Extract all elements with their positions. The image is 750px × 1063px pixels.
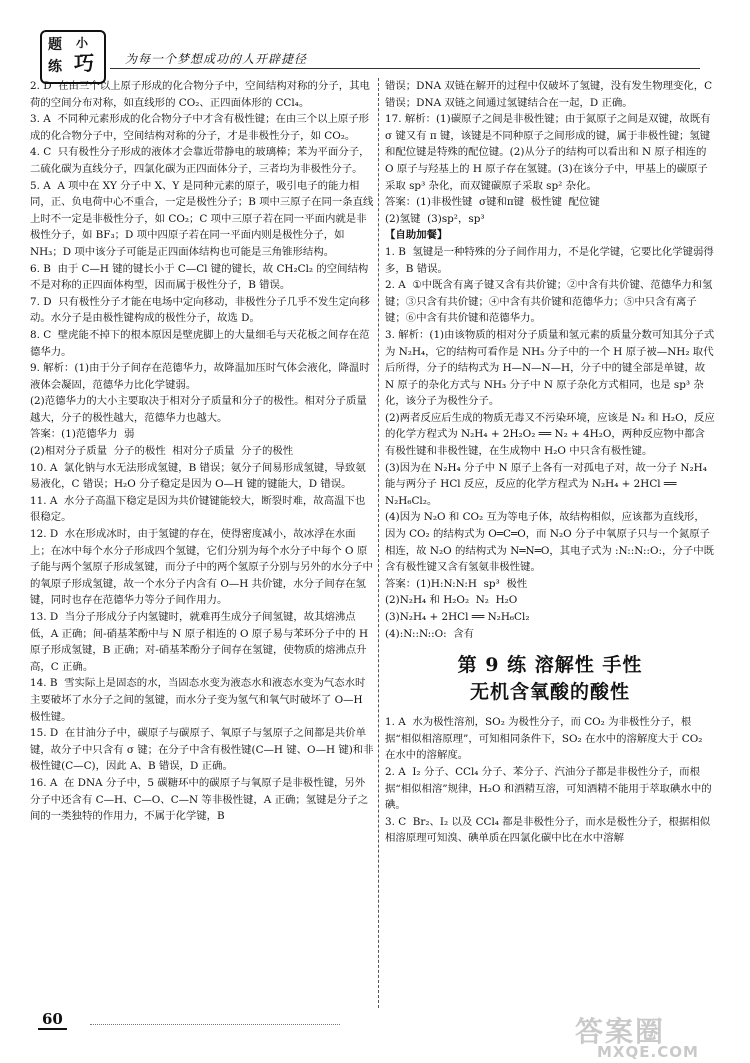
answer-item: 2. D 在由三个以上原子形成的化合物分子中，空间结构对称的分子，其电荷的空间分布对称，如直线形的 CO₂、正四面体形的 CCl₄。 [30, 80, 370, 109]
answer-line: (3)N₂H₄ + 2HCl ══ N₂H₆Cl₂ [385, 611, 530, 623]
left-column [30, 78, 375, 825]
section-title: 第 9 练 溶解性 手性 [457, 654, 643, 677]
answer-line: 答案：(1)范德华力 弱 [30, 428, 135, 441]
answer-item: 6. B 由于 C—H 键的键长小于 C—Cl 键的键长，故 CH₂Cl₂ 的空间结构不是对称的正四面体构型，因而属于极性分子，B 错误。 [30, 262, 369, 292]
answer-line: 答案：(1)非极性键 σ键和π键 极性键 配位键 [385, 196, 600, 209]
answer-item: 4. C 只有极性分子形成的液体才会靠近带静电的玻璃棒；苯为平面分子，二硫化碳为直线分子，四氯化碳为正四面体分子，三者均为非极性分子。 [30, 146, 370, 175]
answer-item: 15. D 在甘油分子中，碳原子与碳原子、氧原子与氢原子之间都是共价单键，故分子中只含有 σ 键；在分子中含有极性键(C—H 键、O—H 键)和非极性键(C—C)，因此 A、B 错误，D 正确。 [30, 727, 374, 773]
answer-line: 答案：(1)H:N:N:H sp³ 极性 [385, 577, 528, 590]
answer-item: 12. D 水在形成冰时，由于氢键的存在，使得密度减小，故冰浮在水面上；在冰中每个水分子形成四个氢键，它们分别为每个水分子中每个 O 原子能与两个氢原子形成氢键，而分子中的两个氢原子分别与另外的水分子中的氧原子形成氢键，故一个水分子内含有 O—H 共价键，水分子间存在氢键，同时也存在范德华力等分子间作用力。 [30, 528, 373, 607]
answer-item: (3)因为在 N₂H₄ 分子中 N 原子上各有一对孤电子对，故一分子 N₂H₄ 能与两分子 HCl 反应，反应的化学方程式为 N₂H₄ + 2HCl ══ N₂H₆Cl₂。 [385, 461, 711, 507]
answer-item: 3. A 不同种元素形成的化合物分子中才含有极性键；在由三个以上原子形成的化合物分子中，空间结构对称的分子，才是非极性分子，如 CO₂。 [30, 113, 370, 142]
logo-char: 题 [48, 37, 62, 53]
logo [40, 30, 106, 84]
logo-char: 小 [76, 36, 89, 50]
right-column [385, 78, 715, 847]
page-header [0, 0, 750, 80]
page-number: 60 [38, 1010, 67, 1030]
section-label: 【自助加餐】 [385, 229, 448, 242]
footer-decoration [90, 1024, 340, 1025]
answer-item: 5. A A 项中在 XY 分子中 X、Y 是同种元素的原子，吸引电子的能力相同，正、负电荷中心不重合，一定是极性分子；B 项中三原子在同一条直线上时不一定是非极性分子，如 CO₂；C 项中三原子若在同一平面内就是非极性分子，如 BF₃；D 项中四原子若在同一平面内则是极性分子，如 NH₃；D 项中该分子可能是正四面体结构也可能是三角锥形结构。 [30, 179, 374, 258]
answer-line: (4):N::N::O: 含有 [385, 627, 475, 640]
answer-item: 17. 解析：(1)碳原子之间是非极性键；由于氮原子之间是双键，故既有 σ 键又有 π 键，该键是不同种原子之间形成的键，属于非极性键；氢键和配位键是特殊的配位键。(2)从分子的结构可以看出和 N 原子相连的 O 原子与羟基上的 H 原子存在氢键。(3)在该分子中，甲基上的碳原子采取 sp³ 杂化，而双键碳原子采取 sp² 杂化。 [385, 113, 714, 192]
answer-item: 3. 解析：(1)由该物质的相对分子质量和氢元素的质量分数可知其分子式为 N₂H₄，它的结构可看作是 NH₃ 分子中的一个 H 原子被—NH₂ 取代后所得，分子的结构式为 H—N—N—H，分子中的键全部是单键，故 N 原子的杂化方式与 NH₃ 分子中 N 原子杂化方式相同，也是 sp³ 杂化，该分子为极性分子。 [385, 328, 715, 408]
answer-item: 1. B 氢键是一种特殊的分子间作用力，不是化学键，它要比化学键弱得多，B 错误。 [385, 245, 714, 275]
answer-item: 2. A ①中既含有离子键又含有共价键；②中含有共价键、范德华力和氢键；③只含有共价键；④中含有共价键和范德华力；⑤中只含有离子键；⑥中含有共价键和范德华力。 [385, 279, 713, 325]
answer-item: 16. A 在 DNA 分子中，5 碳糖环中的碳原子与氧原子是非极性键，另外分子中还含有 C—H、C—O、C—N 等非极性键，A 正确；氢键是分子之间的一类独特的作用力，不属于化学键，B [30, 776, 369, 823]
answer-item: 2. A I₂ 分子、CCl₄ 分子、苯分子、汽油分子都是非极性分子，而根据“相似相溶”规律，H₂O 和酒精互溶，可知酒精不能用于萃取碘水中的碘。 [385, 765, 712, 812]
answer-item: 8. C 壁虎能不掉下的根本原因是壁虎脚上的大量细毛与天花板之间存在范德华力。 [30, 328, 370, 358]
section-subtitle: 无机含氧酸的酸性 [469, 681, 630, 704]
motto: 为每一个梦想成功的人开辟捷径 [125, 52, 308, 66]
answer-item: 11. A 水分子高温下稳定是因为共价键键能较大，断裂时难，故高温下也很稳定。 [30, 494, 366, 524]
logo-char: 巧 [74, 51, 94, 75]
header-rule [110, 68, 700, 69]
watermark-text: 答案圈 [575, 1015, 666, 1048]
answer-item: 13. D 当分子形成分子内氢键时，就难再生成分子间氢键，故其熔沸点低，A 正确；间-硝基苯酚中与 N 原子相连的 O 原子易与苯环分子中的 H 原子形成氢键，B 正确；对-硝基苯酚分子间存在氢键，使物质的熔沸点升高，C 正确。 [30, 611, 372, 673]
watermark [575, 1010, 745, 1063]
answer-item: (4)因为 N₂O 和 CO₂ 互为等电子体，故结构相似，应该都为直线形，因为 CO₂ 的结构式为 O═C═O，而 N₂O 分子中氧原子只与一个氮原子相连，故 N₂O 的结构式为 N═N═O，其电子式为 :N::N::O:，分子中既含有极性键又含有氢氨非极性键。 [385, 511, 714, 574]
answer-item: 错误；DNA 双链在解开的过程中仅破坏了氢键，没有发生物理变化，C 错误；DNA 双链之间通过氢键结合在一起，D 正确。 [385, 80, 716, 109]
answer-line: (2)氢键 (3)sp²，sp³ [385, 212, 485, 225]
column-divider [378, 78, 379, 1008]
answer-item: 7. D 只有极性分子才能在电场中定向移动，非极性分子几乎不发生定向移动。水分子是由极性键构成的极性分子，故选 D。 [30, 295, 370, 325]
answer-item: (2)范德华力的大小主要取决于相对分子质量和分子的极性。相对分子质量越大，分子的极性越大，范德华力也越大。 [30, 395, 367, 424]
answer-item: 3. C Br₂、I₂ 以及 CCl₄ 都是非极性分子，而水是极性分子，根据相似相溶原理可知溴、碘单质在四氯化碳中比在水中溶解 [385, 815, 711, 845]
answer-item: 9. 解析：(1)由于分子间存在范德华力，故降温加压时气体会液化，降温时液体会凝固，范德华力比化学键弱。 [30, 362, 370, 391]
answer-item: 1. A 水为极性溶剂，SO₂ 为极性分子，而 CO₂ 为非极性分子，根据“相似相溶原理”，可知相同条件下，SO₂ 在水中的溶解度大于 CO₂ 在水中的溶解度。 [385, 716, 706, 762]
answer-item: (2)两者反应后生成的物质无毒又不污染环境，应该是 N₂ 和 H₂O，反应的化学方程式为 N₂H₄ + 2H₂O₂ ══ N₂ + 4H₂O，两种反应物中都含有极性键和非极性键，在生成物中 H₂O 中只含有极性键。 [385, 411, 715, 458]
answer-line: (2)N₂H₄ 和 H₂O₂ N₂ H₂O [385, 594, 518, 607]
watermark-url: MXQE.COM [597, 1043, 699, 1061]
logo-char: 练 [48, 59, 62, 75]
answer-item: 14. B 雪实际上是固态的水，当固态水变为液态水和液态水变为气态水时主要破坏了水分子之间的氢键，而水分子变为氢气和氧气时破坏了 O—H 极性键。 [30, 677, 366, 723]
answer-line: (2)相对分子质量 分子的极性 相对分子质量 分子的极性 [30, 445, 294, 458]
answer-item: 10. A 氯化钠与水无法形成氢键，B 错误；氨分子间易形成氢键，导致氨易液化，C 错误；H₂O 分子稳定是因为 O—H 键的键能大，D 错误。 [30, 461, 366, 491]
